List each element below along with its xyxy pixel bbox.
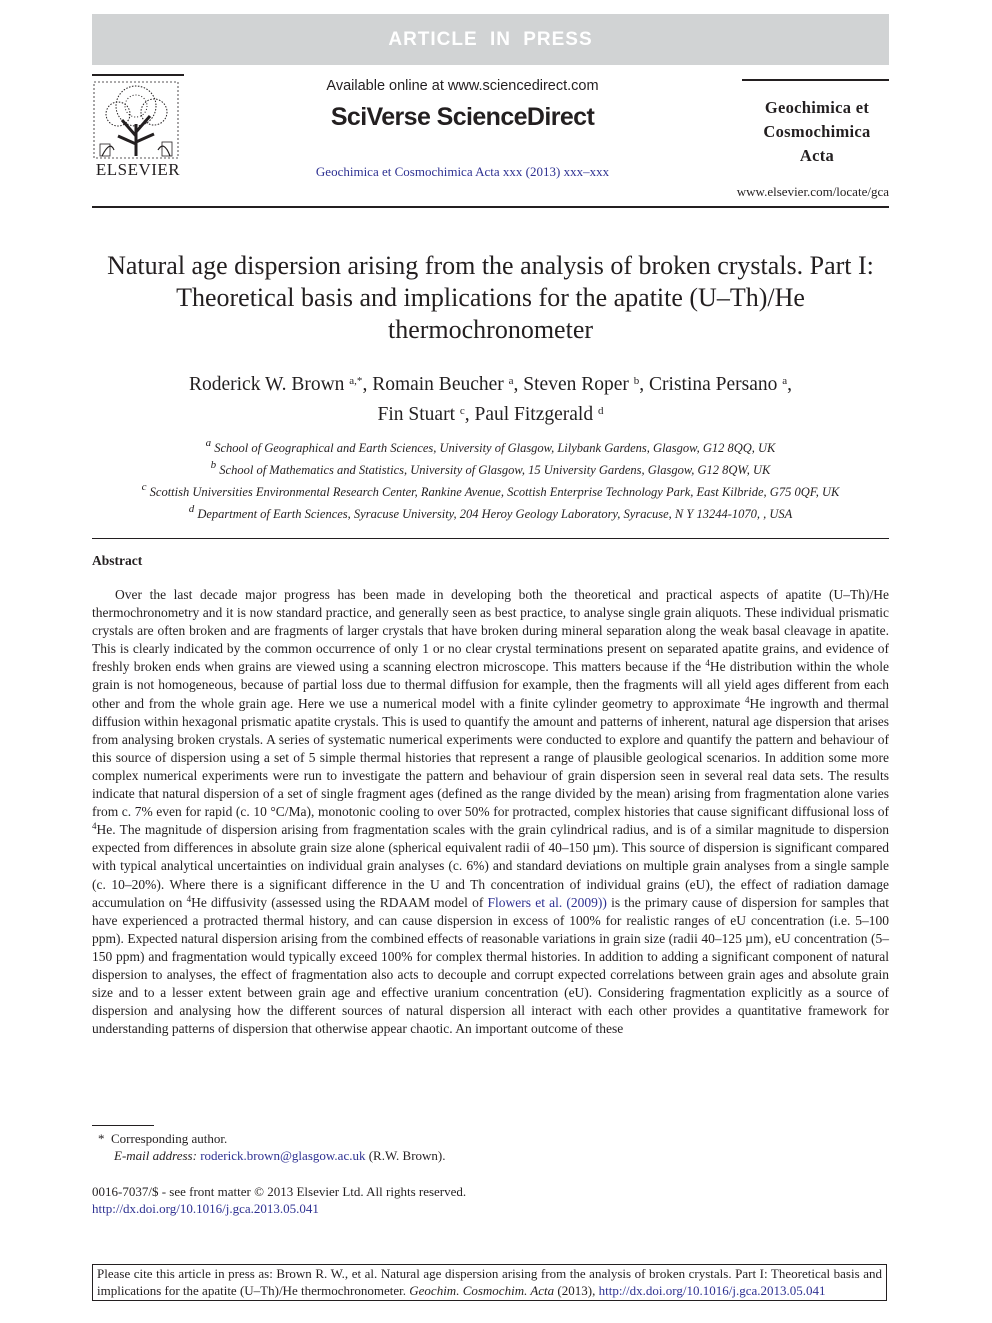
publisher-name: ELSEVIER (95, 160, 181, 179)
journal-name-line: Acta (799, 146, 835, 165)
author-list: Roderick W. Brown $^{a,*}$, Romain Beucher $^a$, Steven Roper $^b$, Cristina Persano $^a$, Fin Stuart $^c$, Paul Fitzgerald $^d$ (188, 374, 793, 425)
corresponding-footnote (92, 1130, 446, 1164)
email-label: E-mail address: (114, 1148, 197, 1163)
abstract-rule-top (92, 538, 889, 539)
affiliation-mark: c (141, 481, 147, 493)
affiliation (92, 501, 889, 523)
author-affil-mark[interactable]: d (597, 405, 604, 417)
author-name: Cristina Persano (649, 374, 778, 395)
platform-name: SciVerse ScienceDirect (330, 103, 595, 131)
isotope-mark: 4 (705, 658, 710, 669)
abstract-text: Over the last decade major progress has been made in developing both the theoretical and practical aspects of apatite (U–Th)/He thermochronometry and it is now standard practice, and generally seen as best practice, to analyse single grain aliquots. These individual prismatic crystals are often broken and are fragments of larger crystals that have broken during mineral separation along the weak basal cleavage in apatite. This is clearly indicated by the common occurrence of only 1 or no clear crystal terminations present on separated apatite grains, and evidence of freshly broken ends when grains are viewed using a scanning electron microscope. This matters because if the (92, 587, 889, 675)
author-name: Romain Beucher (372, 374, 504, 395)
isotope-mark: 4 (186, 893, 192, 904)
affiliation-mark: a (205, 437, 212, 449)
affiliation-mark: d (188, 503, 195, 515)
affiliation (92, 479, 889, 501)
abstract-body (92, 586, 889, 1038)
author-affil-mark[interactable]: b (633, 375, 640, 387)
journal-url[interactable]: www.elsevier.com/locate/gca (736, 184, 889, 199)
footnote-rule (92, 1125, 154, 1126)
journal-reference[interactable]: Geochimica et Cosmochimica Acta xxx (2013) xxx–xxx (315, 164, 610, 179)
author-name: Paul Fitzgerald (474, 404, 594, 425)
footnote-label: Corresponding author. (111, 1131, 228, 1146)
citation-journal: Geochim. Cosmochim. Acta (409, 1282, 555, 1298)
author-affil-mark[interactable]: a (782, 375, 788, 387)
affiliation-text: School of Geographical and Earth Sciences, University of Glasgow, Lilybank Gardens, Glasgow, G12 8QQ, UK (214, 441, 776, 455)
issn-block (92, 1183, 466, 1217)
affiliation-text: Scottish Universities Environmental Research Center, Rankine Avenue, Scottish Enterprise Technology Park, East Kilbride, G75 0QF, UK (149, 485, 840, 499)
abstract-text: He diffusivity (assessed using the RDAAM model of (191, 894, 488, 910)
affiliation-text: School of Mathematics and Statistics, University of Glasgow, 15 University Gardens, Glasgow, G12 8QW, UK (219, 463, 771, 477)
affiliation (92, 457, 889, 479)
footnote-mark: * (98, 1131, 105, 1146)
reference-link[interactable]: Flowers et al. (2009)) (487, 894, 607, 910)
banner-label: ARTICLE IN PRESS (388, 28, 593, 50)
abstract-text: He ingrowth and thermal diffusion within hexagonal prismatic apatite crystals. This is used to quantify the amount and patterns of inherent, natural age dispersion that arises from analysing broken crystals. A series of systematic numerical experiments were conducted to explore and quantify the pattern and behaviour of this source of dispersion using a set of 5 simple thermal histories that represent a range of plausible geological scenarios. In addition some more complex numerical experiments were run to investigate the pattern and behaviour of grain dispersion seen in several real data sets. The results indicate that natural dispersion of a set of single fragment ages (defined as the range divided by the mean) arising from fragmentation alone varies from c. 7% even for rapid (c. 10 °C/Ma), monotonic cooling to over 50% for protracted, complex histories that cause significant diffusional loss of (92, 695, 889, 820)
article-title: Natural age dispersion arising from the analysis of broken crystals. Part I: Theoretical basis and implications for the apatite (U–Th)/He thermochronometer (107, 251, 874, 344)
author-affil-mark[interactable]: a (508, 375, 514, 387)
email-owner: (R.W. Brown). (368, 1148, 446, 1163)
author-name: Fin Stuart (377, 404, 455, 425)
abstract-text: is the primary cause of dispersion for samples that have experienced a protracted thermal history, and can cause dispersion in excess of 100% for realistic ranges of eU concentration (i.e. 5–100 ppm). Expected natural dispersion arising from the combined effects of reasonable variations in grain size (radii 40–125 µm), eU concentration (5–150 ppm) and fragmentation would typically exceed 100% for complex thermal histories. In addition to adding a significant component of natural dispersion to analyses, the effect of fragmentation also acts to decouple and corrupt expected correlations between grain ages and absolute grain size and to a lesser extent between grain age and effective uranium concentration (eU). Considering fragmentation explicitly as a source of dispersion and analysing how the different sources of natural dispersion all interact with each other provides a quantitative framework for understanding patterns of dispersion that otherwise appear chaotic. An important outcome of these (92, 894, 889, 1037)
header-rule-right (742, 79, 889, 81)
journal-name-line: Cosmochimica (763, 122, 871, 141)
citation-year: (2013), (554, 1282, 599, 1298)
header-rule-bottom (92, 206, 889, 208)
doi-link[interactable]: http://dx.doi.org/10.1016/j.gca.2013.05.041 (92, 1201, 319, 1216)
issn-text: 0016-7037/$ - see front matter © 2013 Elsevier Ltd. All rights reserved. (92, 1184, 467, 1199)
affiliation-mark: b (210, 459, 217, 471)
author-name: Roderick W. Brown (188, 374, 345, 395)
citation-text: Please cite this article in press as: Brown R. W., et al. Natural age dispersion arising from the analysis of broken crystals. Part I: Theoretical basis and implications for the apatite (U–Th)/He thermochronometer. (97, 1266, 882, 1298)
author-affil-mark[interactable]: c (459, 405, 465, 417)
isotope-mark: 4 (92, 821, 97, 832)
journal-name-line: Geochimica et (764, 98, 870, 117)
author-affil-mark[interactable]: a,* (349, 375, 363, 387)
affiliation (92, 435, 889, 457)
email-link[interactable]: roderick.brown@glasgow.ac.uk (200, 1148, 366, 1163)
citation-box (92, 1264, 887, 1301)
citation-doi-link[interactable]: http://dx.doi.org/10.1016/j.gca.2013.05.041 (598, 1282, 826, 1298)
article-in-press-banner (92, 14, 889, 65)
affiliation-list (92, 435, 889, 523)
abstract-heading: Abstract (92, 553, 143, 568)
isotope-mark: 4 (745, 694, 750, 705)
available-online: Available online at www.sciencedirect.com (326, 78, 599, 94)
affiliation-text: Department of Earth Sciences, Syracuse University, 204 Heroy Geology Laboratory, Syracuse, N Y 13244-1070, , USA (197, 507, 793, 521)
author-name: Steven Roper (523, 374, 629, 395)
journal-name (742, 96, 892, 168)
header-rule-left (92, 74, 184, 76)
abstract-text: He distribution within the whole grain is not homogeneous, because of partial loss due to thermal diffusion for example, then the fragments will all yield ages different from each other and from the whole grain age. Here we use a numerical model with a finite cylinder geometry to approximate (92, 659, 889, 711)
abstract-text: He. The magnitude of dispersion arising from fragmentation scales with the grain cylindrical radius, and is of a similar magnitude to dispersion expected from differences in absolute grain size alone (spherical equivalent radii of 40–150 µm). This source of dispersion is significant compared with typical analytical uncertainties on individual grain analyses (c. 6%) and standard deviations on multiple grain analyses from a single sample (c. 10–20%). Where there is a significant difference in the U and Th concentration of individual grains (eU), the effect of radiation damage accumulation on (92, 822, 889, 910)
